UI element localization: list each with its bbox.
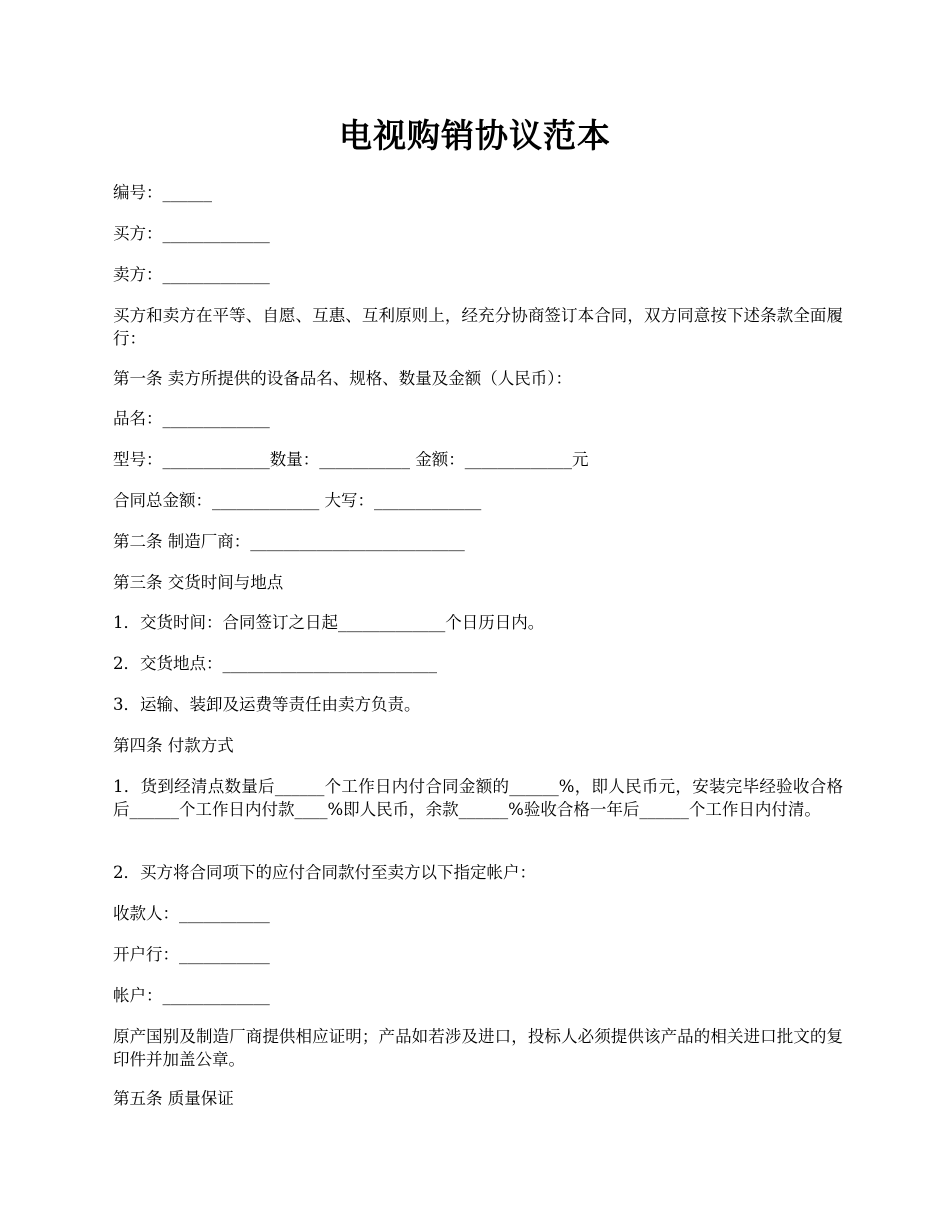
seller-line: 卖方：_____________ [113, 265, 270, 284]
payment-account-line: 2．买方将合同项下的应付合同款付至卖方以下指定帐户： [113, 863, 536, 882]
buyer-line: 买方：_____________ [113, 224, 270, 243]
origin-certificate-paragraph: 原产国别及制造厂商提供相应证明；产品如若涉及进口，投标人必须提供该产品的相关进口批文的复印件并加盖公章。 [113, 1027, 843, 1069]
bank-line: 开户行：___________ [113, 945, 270, 964]
product-name-line: 品名：_____________ [113, 409, 270, 428]
preamble-paragraph: 买方和卖方在平等、自愿、互惠、互利原则上，经充分协商签订本合同，双方同意按下述条款全面履行： [113, 306, 843, 348]
article-1-heading: 第一条 卖方所提供的设备品名、规格、数量及金额（人民币）： [113, 369, 572, 388]
delivery-place-line: 2．交货地点：__________________________ [113, 654, 437, 673]
account-line: 帐户：_____________ [113, 986, 270, 1005]
payee-line: 收款人：___________ [113, 904, 270, 923]
total-amount-line: 合同总金额：_____________ 大写：_____________ [113, 491, 482, 510]
delivery-time-line: 1．交货时间：合同签订之日起_____________个日历日内。 [113, 613, 545, 632]
payment-terms-paragraph: 1．货到经清点数量后______个工作日内付合同金额的______%，即人民币元，安装完毕经验收合格后______个工作日内付款____%即人民币，余款______%验收合格一年后______个工作日内付清。 [113, 777, 843, 819]
article-4-heading: 第四条 付款方式 [113, 736, 234, 755]
article-2-manufacturer: 第二条 制造厂商：__________________________ [113, 532, 465, 551]
model-quantity-amount-line: 型号：_____________数量：___________ 金额：_____________元 [113, 450, 589, 469]
document-title: 电视购销协议范本 [339, 116, 611, 155]
article-5-heading: 第五条 质量保证 [113, 1089, 234, 1108]
transport-line: 3．运输、装卸及运费等责任由卖方负责。 [113, 695, 421, 714]
article-3-heading: 第三条 交货时间与地点 [113, 573, 284, 592]
contract-number-line: 编号：______ [113, 183, 212, 202]
